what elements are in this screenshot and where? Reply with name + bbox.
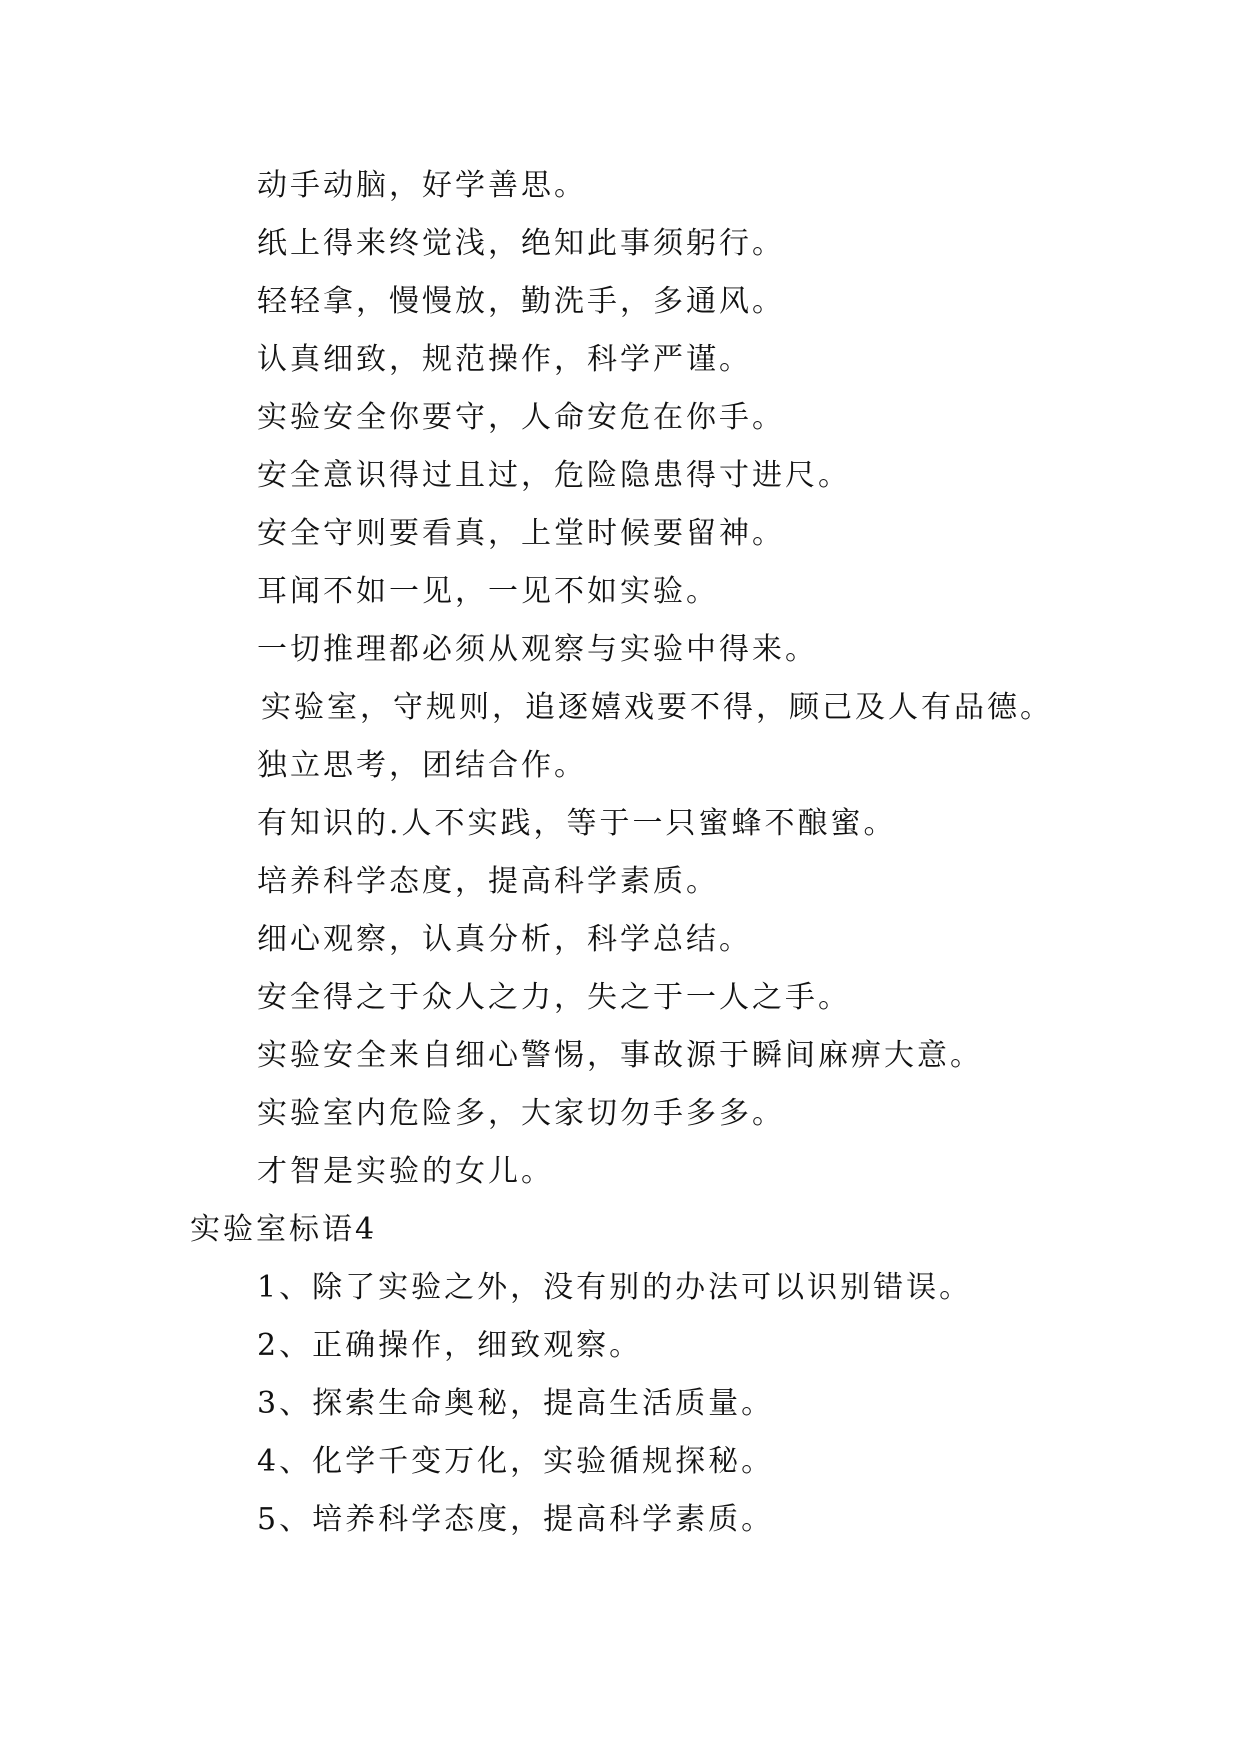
slogan-line: 实验室，守规则，追逐嬉戏要不得，顾己及人有品德。 [261, 690, 1053, 725]
slogan-line: 认真细致，规范操作，科学严谨。 [257, 342, 752, 377]
slogan-line: 纸上得来终觉浅，绝知此事须躬行。 [257, 226, 785, 261]
numbered-slogan: 5、培养科学态度，提高科学素质。 [257, 1502, 775, 1537]
slogan-line: 安全守则要看真，上堂时候要留神。 [257, 516, 785, 551]
slogan-line: 耳闻不如一见，一见不如实验。 [257, 574, 719, 609]
slogan-line: 安全意识得过且过，危险隐患得寸进尺。 [257, 458, 851, 493]
slogan-line: 实验室内危险多，大家切勿手多多。 [257, 1096, 785, 1131]
slogan-line: 一切推理都必须从观察与实验中得来。 [257, 632, 818, 667]
section-heading: 实验室标语4 [190, 1212, 378, 1247]
slogan-line: 才智是实验的女儿。 [257, 1154, 554, 1189]
slogan-line: 动手动脑，好学善思。 [257, 168, 587, 203]
slogan-line: 轻轻拿，慢慢放，勤洗手，多通风。 [257, 284, 785, 319]
slogan-line: 安全得之于众人之力，失之于一人之手。 [257, 980, 851, 1015]
slogan-line: 细心观察，认真分析，科学总结。 [257, 922, 752, 957]
slogan-line: 独立思考，团结合作。 [257, 748, 587, 783]
slogan-line: 实验安全来自细心警惕，事故源于瞬间麻痹大意。 [257, 1038, 983, 1073]
numbered-slogan: 1、除了实验之外，没有别的办法可以识别错误。 [257, 1270, 973, 1305]
slogan-line: 培养科学态度，提高科学素质。 [257, 864, 719, 899]
numbered-slogan: 3、探索生命奥秘，提高生活质量。 [257, 1386, 775, 1421]
slogan-line: 实验安全你要守，人命安危在你手。 [257, 400, 785, 435]
slogan-line: 有知识的.人不实践，等于一只蜜蜂不酿蜜。 [257, 806, 897, 841]
numbered-slogan: 2、正确操作，细致观察。 [257, 1328, 643, 1363]
numbered-slogan: 4、化学千变万化，实验循规探秘。 [257, 1444, 775, 1479]
